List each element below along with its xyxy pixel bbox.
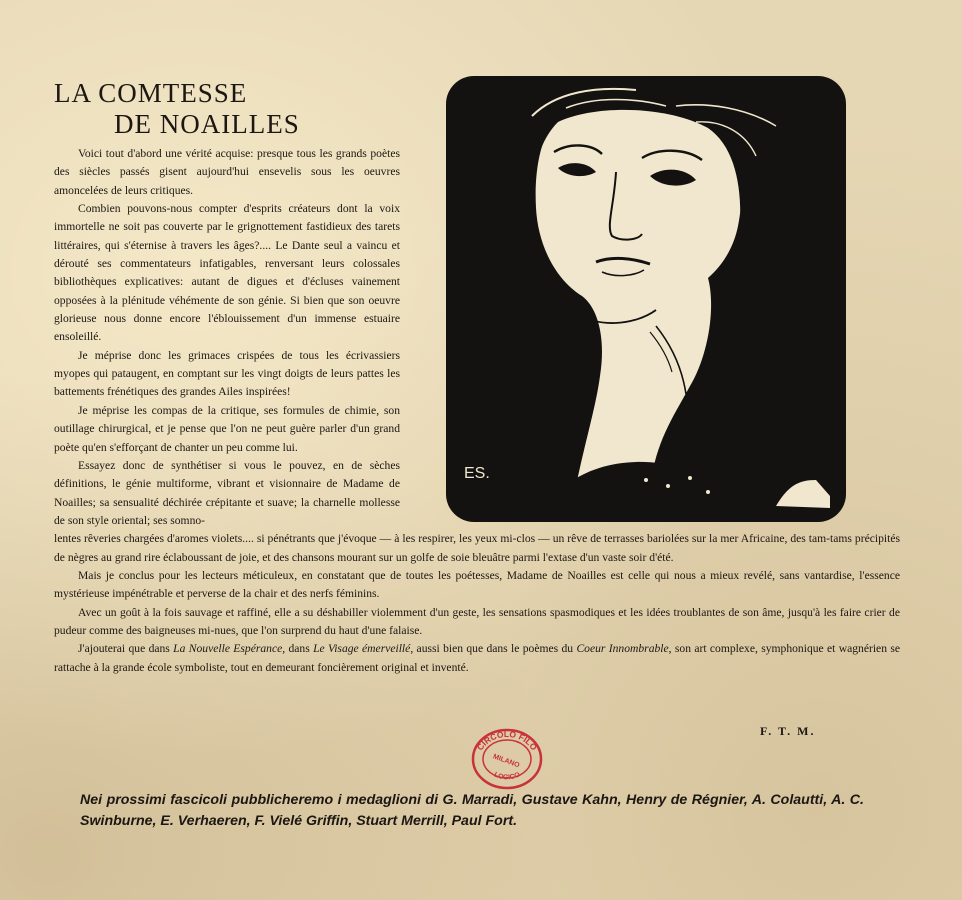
announcement-text: Nei prossimi fascicoli pubblicheremo i medaglioni di G. Marradi, Gustave Kahn, Henry de Régnier, A. Colautti, A. C. Swinburne, E. Verhaeren, F. Vielé Griffin, Stuart Merrill, Paul Fort. [80, 792, 864, 829]
paragraph-3: Je méprise donc les grimaces crispées de tous les écrivassiers myopes qui pataugent, en comptant sur les vingt doigts de leurs pattes les battements frénétiques des grandes Ailes inspirées! [54, 348, 400, 399]
p8-text-c: , aussi bien que dans le poèmes du [410, 642, 577, 656]
article-title [54, 80, 300, 138]
paragraph-4: Je méprise les compas de la critique, ses formules de chimie, son outillage chirurgical, et je pense que l'on ne peut guère parler d'un grand poète qu'en s'efforçant de chanter un peu comme lui. [54, 403, 400, 454]
svg-text:LOGICO [493, 771, 522, 781]
title-line-1: LA COMTESSE [54, 78, 248, 109]
book-title-visage: Le Visage émerveillé [313, 642, 411, 656]
announcement [56, 790, 864, 832]
book-title-coeur: Coeur Innombrable [576, 642, 669, 656]
stamp-text-top: CIRCOLO FILO [474, 728, 540, 753]
stamp-text-center: MILANO [491, 753, 521, 770]
p8-text-b: , dans [282, 642, 314, 656]
paragraph-2: Combien pouvons-nous compter d'esprits créateurs dont la voix immortelle ne soit pas couverte par le grignottement fastidieux des tarets littéraires, qui s'éternise à travers les âges?.... Le Dante seul a vaincu et dérouté ses commentateurs infatigables, renversant leurs colossales bibliothèques explicatives: autant de digues et d'écluses vainement opposées à la plénitude véhémente de son génie. Si bien que son oeuvre glorieuse nous donne encore l'éblouissement d'un immense estuaire ensoleillé. [54, 202, 400, 344]
author-signature: F. T. M. [760, 724, 816, 738]
monogram-text: ES. [464, 465, 490, 482]
p8-text-d: , son art complexe, symphonique et wagnérien se rattache à la grande école symboliste, tout en demeurant foncièrement original et inventé. [54, 642, 900, 674]
stamp-text-bottom: LOGICO [492, 771, 522, 782]
paragraph-5-start: Essayez donc de synthétiser si vous le pouvez, en de sèches définitions, le génie multiforme, vibrant et visionnaire de Madame de Noailles; sa sensualité déchirée crépitante et suave; la charnelle mollesse de son style oriental; ses somno- [54, 458, 400, 527]
article-body [54, 145, 900, 677]
p8-text-a: J'ajouterai que dans [78, 642, 174, 656]
library-stamp [470, 727, 544, 791]
paragraph-7: Avec un goût à la fois sauvage et raffiné, elle a su déshabiller violemment d'un geste, les sensations spasmodiques et les idées troublantes de son âme, jusqu'à les faire crier de pudeur comme des baigneuses mi-nues, que l'on surprend du haut d'une falaise. [54, 605, 900, 637]
paragraph-6: Mais je conclus pour les lecteurs méticuleux, en constatant que de toutes les poétesses, Madame de Noailles est celle qui nous a mieux revélé, sans vantardise, l'essence mystérieuse impénétrable et perverse de la chair et des nerfs féminins. [54, 568, 900, 601]
paragraph-1: Voici tout d'abord une vérité acquise: presque tous les grands poètes des siècles passés gisent aujourd'hui ensevelis sous les oeuvres amoncelées de leurs critiques. [54, 147, 400, 197]
paragraph-5-end: lentes rêveries chargées d'aromes violets.... si pénétrants que j'évoque — à les respirer, les yeux mi-clos — un rêve de terrasses bariolées sur la mer Africaine, des tam-tams précipités de nègres au grand rire éclaboussant de joie, et des chansons mourant sur un golfe de soie bleuâtre parmi l'extase d'un vaste soir d'été. [54, 532, 900, 564]
book-title-nouvelle-esperance: La Nouvelle Espérance [173, 642, 283, 656]
title-line-2: DE NOAILLES [114, 109, 300, 140]
paragraph-8 [54, 640, 900, 677]
